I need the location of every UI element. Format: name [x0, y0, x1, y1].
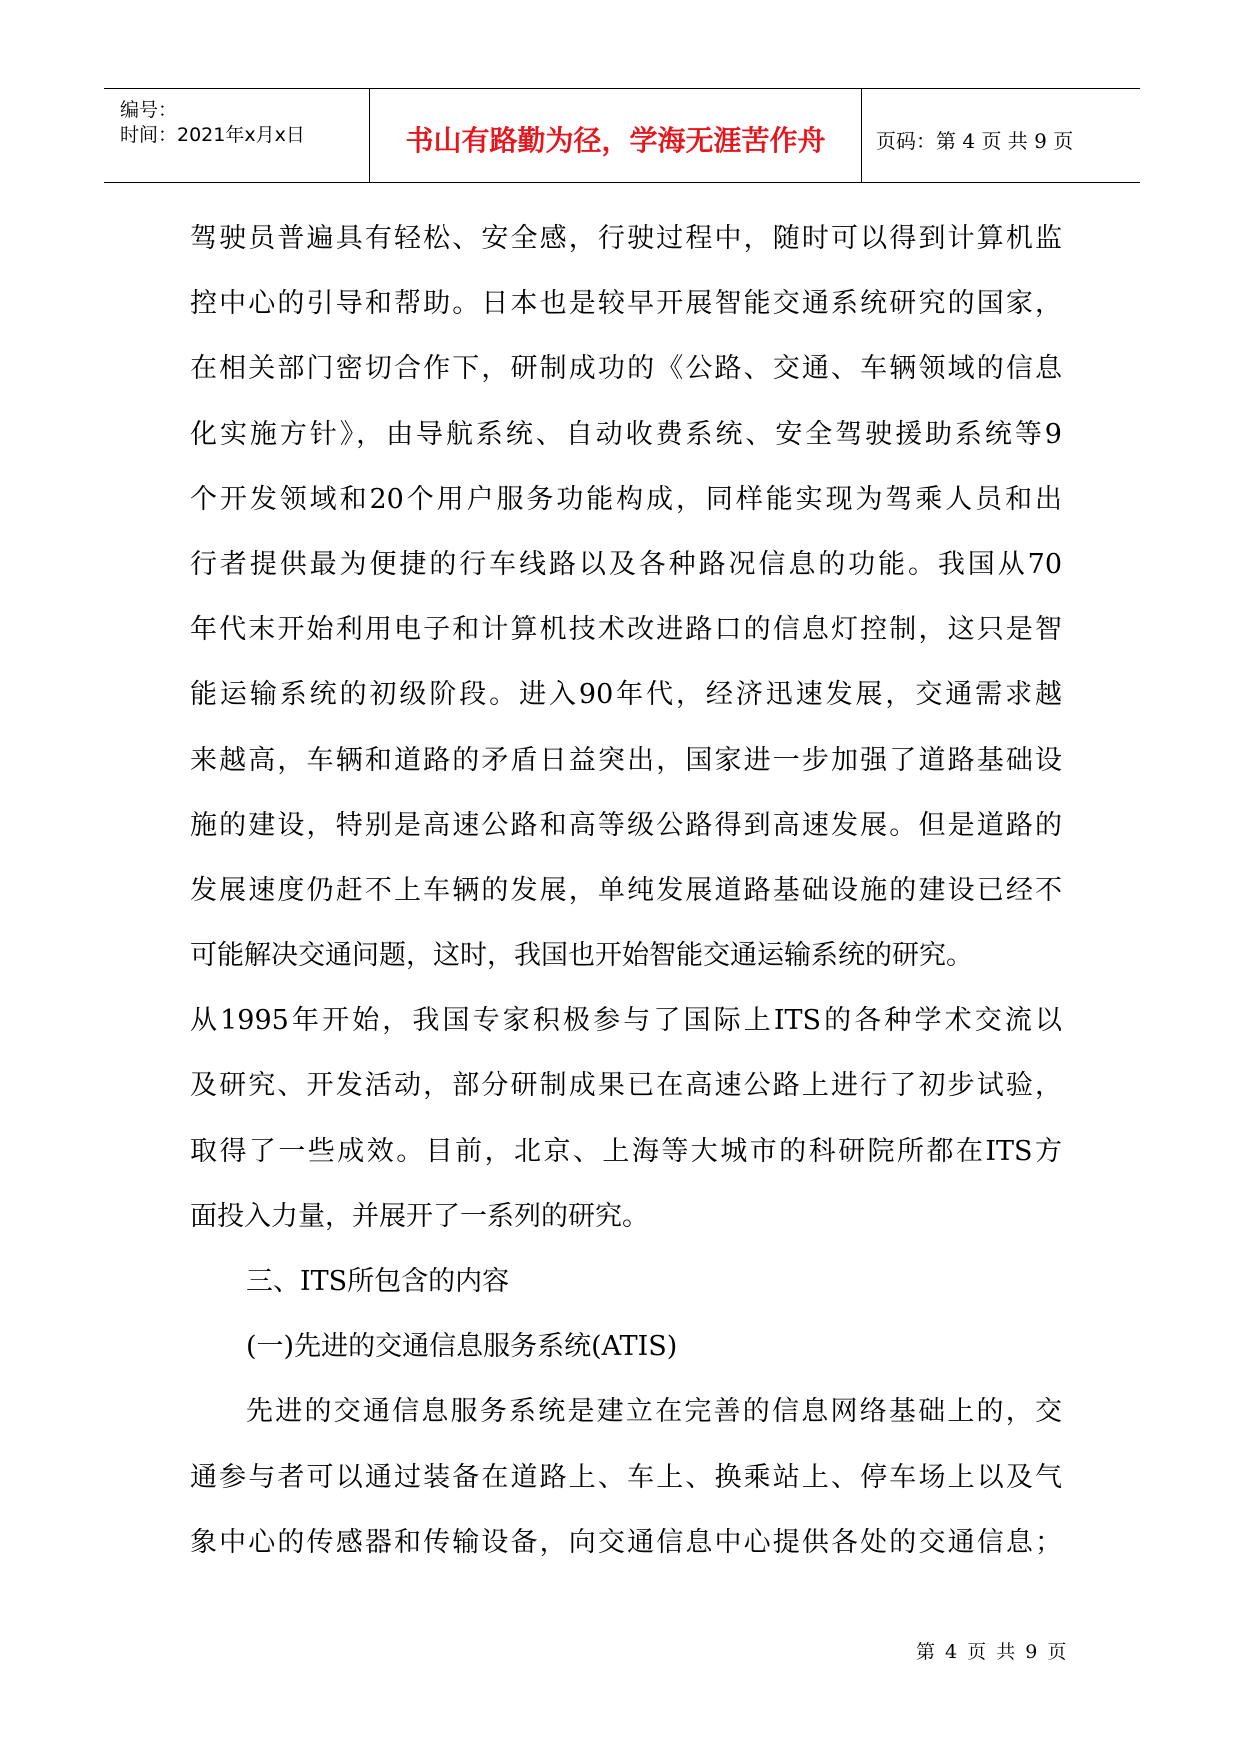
body-line: 行者提供最为便捷的行车线路以及各种路况信息的功能。我国从70: [190, 548, 1062, 580]
subsection-heading: (一)先进的交通信息服务系统(ATIS): [246, 1331, 678, 1363]
body-line: 从1995年开始，我国专家积极参与了国际上ITS的各种学术交流以: [190, 1005, 1062, 1037]
document-time-label: 时间：2021年x月x日: [120, 124, 305, 146]
body-line: 个开发领域和20个用户服务功能构成，同样能实现为驾乘人员和出: [190, 483, 1062, 515]
document-id-label: 编号：: [120, 99, 178, 121]
body-line: 控中心的引导和帮助。日本也是较早开展智能交通系统研究的国家，: [190, 288, 1062, 320]
body-line: 象中心的传感器和传输设备，向交通信息中心提供各处的交通信息；: [190, 1526, 1062, 1558]
body-line: 取得了一些成效。目前，北京、上海等大城市的科研院所都在ITS方: [190, 1135, 1062, 1167]
body-line: 施的建设，特别是高速公路和高等级公路得到高速发展。但是道路的: [190, 809, 1062, 841]
header-meta-cell: [104, 89, 370, 182]
body-line: 能运输系统的初级阶段。进入90年代，经济迅速发展，交通需求越: [190, 679, 1062, 711]
body-line: 驾驶员普遍具有轻松、安全感，行驶过程中，随时可以得到计算机监: [190, 223, 1062, 254]
body-line: 及研究、开发活动，部分研制成果已在高速公路上进行了初步试验，: [190, 1070, 1062, 1102]
header-page-code: 页码：第 4 页 共 9 页: [876, 129, 1074, 153]
page-footer: 第 4 页 共 9 页: [916, 1641, 1067, 1663]
body-line: 来越高，车辆和道路的矛盾日益突出，国家进一步加强了道路基础设: [190, 744, 1062, 776]
body-line: 先进的交通信息服务系统是建立在完善的信息网络基础上的，交: [246, 1396, 1062, 1428]
header-motto-cell: [370, 89, 862, 182]
body-line: 可能解决交通问题，这时，我国也开始智能交通运输系统的研究。: [190, 940, 973, 972]
body-line: 面投入力量，并展开了一系列的研究。: [190, 1200, 649, 1232]
section-heading: 三、ITS所包含的内容: [246, 1266, 510, 1297]
body-line: 发展速度仍赶不上车辆的发展，单纯发展道路基础设施的建设已经不: [190, 874, 1062, 906]
body-line: 通参与者可以通过装备在道路上、车上、换乘站上、停车场上以及气: [190, 1461, 1062, 1493]
document-header: [104, 88, 1140, 183]
body-text: [190, 224, 1062, 1593]
body-line: 化实施方针》，由导航系统、自动收费系统、安全驾驶援助系统等9: [190, 418, 1062, 450]
header-motto: 书山有路勤为径，学海无涯苦作舟: [405, 124, 826, 157]
header-page-cell: [862, 89, 1140, 182]
body-line: 年代末开始利用电子和计算机技术改进路口的信息灯控制，这只是智: [190, 614, 1062, 646]
body-line: 在相关部门密切合作下，研制成功的《公路、交通、车辆领域的信息: [190, 353, 1062, 385]
